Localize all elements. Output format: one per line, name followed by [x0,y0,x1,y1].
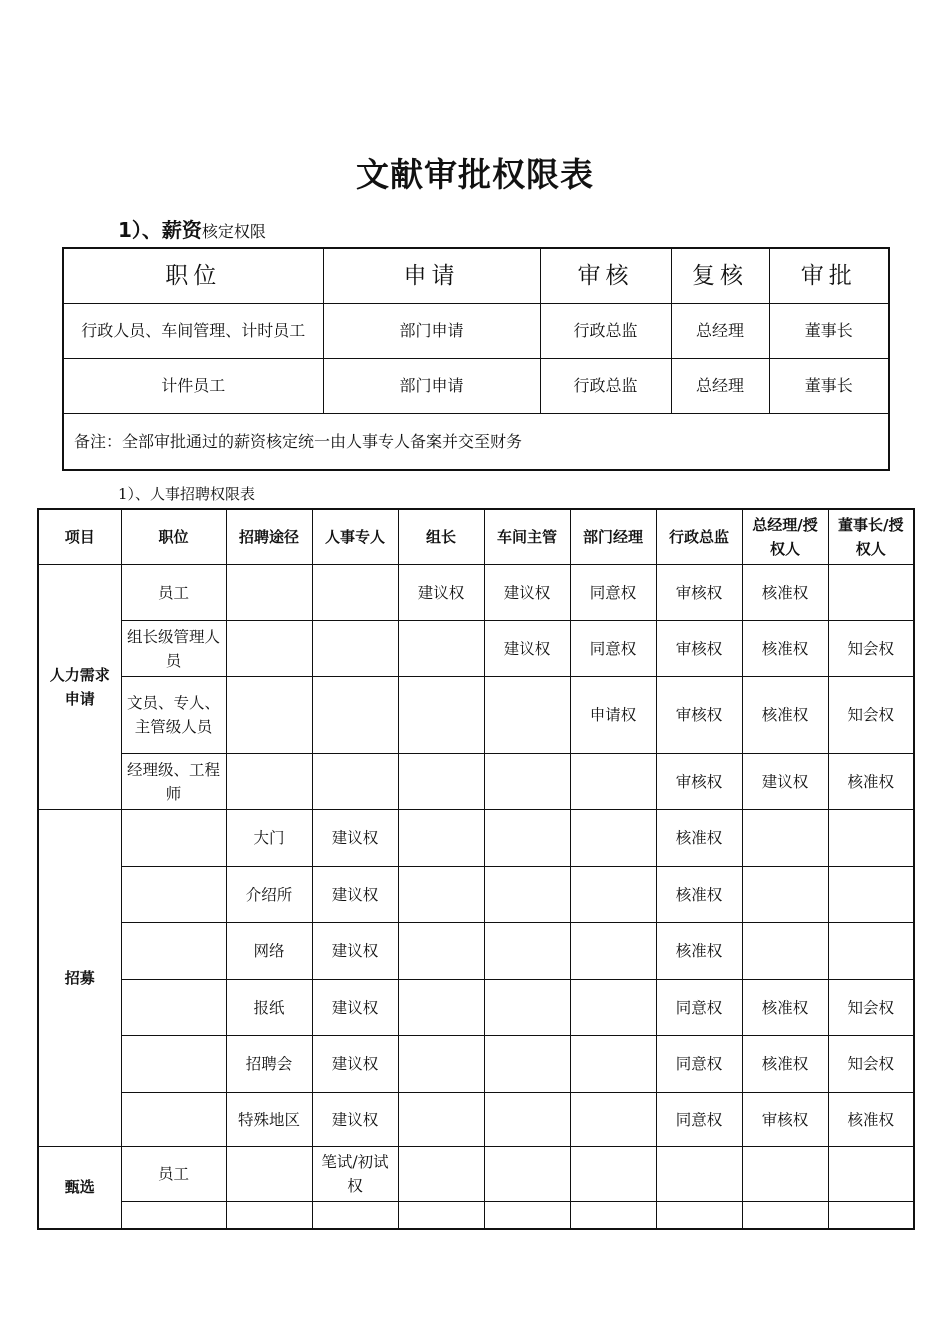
table-cell [570,923,656,980]
section1-heading-suffix: 核定权限 [201,222,266,241]
group-label-recruit: 招募 [38,810,121,1147]
table-cell: 建议权 [312,923,398,980]
table-cell [312,1202,398,1229]
table-cell: 审核权 [742,1093,828,1147]
table-cell [398,1036,484,1093]
table-cell: 董事长 [769,359,889,414]
section1-heading-prefix: 1）、薪资 [118,218,202,242]
table-cell [828,810,914,867]
table-cell [484,923,570,980]
table-cell: 核准权 [742,677,828,754]
header-cell: 部门经理 [570,509,656,565]
table-cell [742,810,828,867]
table-cell: 核准权 [828,754,914,810]
table-cell [570,867,656,923]
table-cell [312,754,398,810]
table-cell [121,980,226,1036]
table-cell: 同意权 [570,621,656,677]
table-cell: 建议权 [398,565,484,621]
table-cell: 建议权 [312,867,398,923]
table-cell [828,565,914,621]
table-cell [828,867,914,923]
table-cell: 行政人员、车间管理、计时员工 [63,304,323,359]
table-cell [742,923,828,980]
table-cell: 文员、专人、主管级人员 [121,677,226,754]
table-cell: 知会权 [828,677,914,754]
table-cell: 核准权 [656,867,742,923]
header-cell: 董事长/授权人 [828,509,914,565]
table-cell: 笔试/初试权 [312,1147,398,1202]
table-cell: 总经理 [671,359,769,414]
table-cell [312,677,398,754]
table-cell [398,810,484,867]
table-row [38,1036,914,1093]
table-cell [121,867,226,923]
table-cell: 核准权 [656,810,742,867]
table-cell [742,1202,828,1229]
table-cell: 建议权 [484,565,570,621]
table-cell: 建议权 [484,621,570,677]
demand-group [38,565,914,810]
header-cell: 人事专人 [312,509,398,565]
recruitment-table-header-row [38,509,914,565]
table-cell [656,1147,742,1202]
table-cell [570,754,656,810]
table-cell: 特殊地区 [226,1093,312,1147]
table-row [38,1093,914,1147]
table-cell [484,980,570,1036]
table-cell: 行政总监 [540,359,671,414]
table-cell [570,1036,656,1093]
group-label-select: 甄选 [38,1147,121,1229]
table-cell [828,1147,914,1202]
table-cell: 建议权 [312,980,398,1036]
header-cell: 申请 [323,248,540,304]
table-cell: 部门申请 [323,359,540,414]
table-cell [121,1093,226,1147]
table-cell: 招聘会 [226,1036,312,1093]
table-cell: 组长级管理人员 [121,621,226,677]
table-cell: 行政总监 [540,304,671,359]
table-cell [121,1036,226,1093]
header-cell: 总经理/授权人 [742,509,828,565]
table-cell: 同意权 [656,1036,742,1093]
table-cell [121,810,226,867]
table-cell [226,565,312,621]
table-cell: 部门申请 [323,304,540,359]
table-cell: 员工 [121,1147,226,1202]
table-cell [484,1093,570,1147]
table-row [38,923,914,980]
table-cell [312,565,398,621]
recruit-group [38,810,914,1147]
table-cell: 同意权 [656,980,742,1036]
table-cell [398,621,484,677]
table-cell: 审核权 [656,677,742,754]
header-cell: 车间主管 [484,509,570,565]
table-row [38,1202,914,1229]
table-cell: 建议权 [312,1036,398,1093]
table-cell [656,1202,742,1229]
header-cell: 审批 [769,248,889,304]
table-cell [121,923,226,980]
table-cell: 同意权 [656,1093,742,1147]
table-cell: 核准权 [828,1093,914,1147]
table-cell [828,923,914,980]
table-cell [226,1147,312,1202]
table-cell [484,1202,570,1229]
table-cell: 核准权 [656,923,742,980]
table-cell: 建议权 [312,1093,398,1147]
header-cell: 行政总监 [656,509,742,565]
table-cell [398,980,484,1036]
table-cell [121,1202,226,1229]
table-cell: 员工 [121,565,226,621]
salary-note: 备注：全部审批通过的薪资核定统一由人事专人备案并交至财务 [63,414,889,471]
table-cell: 大门 [226,810,312,867]
table-cell [484,677,570,754]
table-cell: 董事长 [769,304,889,359]
table-cell [398,1093,484,1147]
table-cell: 建议权 [742,754,828,810]
table-cell: 核准权 [742,1036,828,1093]
table-cell [570,1093,656,1147]
table-row [63,359,889,414]
table-row [38,867,914,923]
table-cell: 网络 [226,923,312,980]
table-row [38,677,914,754]
table-cell [570,1147,656,1202]
table-cell [484,1147,570,1202]
table-cell: 核准权 [742,621,828,677]
table-cell: 报纸 [226,980,312,1036]
table-cell [226,677,312,754]
table-row [38,754,914,810]
table-cell: 知会权 [828,980,914,1036]
table-row [38,810,914,867]
table-cell [398,754,484,810]
table-cell: 审核权 [656,621,742,677]
table-cell [484,754,570,810]
table-cell: 知会权 [828,621,914,677]
table-cell [828,1202,914,1229]
table-cell [312,621,398,677]
table-row [38,621,914,677]
table-cell [570,1202,656,1229]
table-cell [742,867,828,923]
table-cell: 知会权 [828,1036,914,1093]
header-cell: 组长 [398,509,484,565]
table-cell [398,1202,484,1229]
table-cell: 核准权 [742,980,828,1036]
section2-heading: 1）、人事招聘权限表 [118,485,256,503]
note-row [63,414,889,471]
group-label-demand: 人力需求申请 [38,565,121,810]
page-title: 文献审批权限表 [356,155,594,194]
header-cell: 项目 [38,509,121,565]
table-cell: 建议权 [312,810,398,867]
table-cell [570,980,656,1036]
table-cell: 核准权 [742,565,828,621]
table-cell: 计件员工 [63,359,323,414]
header-cell: 招聘途径 [226,509,312,565]
table-row [38,980,914,1036]
table-cell [484,810,570,867]
header-cell: 职位 [121,509,226,565]
table-cell [484,867,570,923]
header-cell: 复核 [671,248,769,304]
table-cell [398,923,484,980]
table-cell [398,1147,484,1202]
table-row [63,304,889,359]
table-cell: 审核权 [656,565,742,621]
table-cell [742,1147,828,1202]
table-cell: 同意权 [570,565,656,621]
select-group [38,1147,914,1229]
table-cell: 审核权 [656,754,742,810]
table-cell: 经理级、工程师 [121,754,226,810]
table-cell [226,754,312,810]
table-row [38,1147,914,1202]
recruitment-authority-table [37,508,915,1230]
table-cell [226,1202,312,1229]
table-cell [398,677,484,754]
table-row [38,565,914,621]
section1-heading [118,214,266,248]
header-cell: 审核 [540,248,671,304]
table-cell [226,621,312,677]
table-cell: 介绍所 [226,867,312,923]
table-cell: 申请权 [570,677,656,754]
header-cell: 职位 [63,248,323,304]
salary-approval-table [62,247,890,471]
table-cell: 总经理 [671,304,769,359]
table-cell [398,867,484,923]
table-cell [484,1036,570,1093]
salary-table-header-row [63,248,889,304]
table-cell [570,810,656,867]
